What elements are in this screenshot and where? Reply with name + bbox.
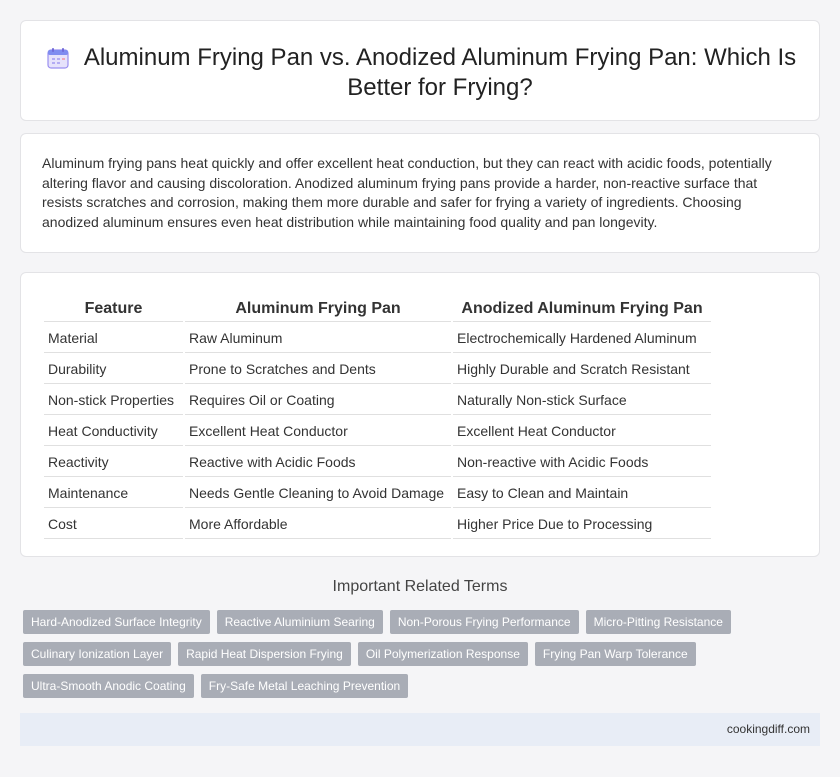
table-cell: Non-reactive with Acidic Foods (453, 448, 711, 477)
table-cell: Raw Aluminum (185, 324, 451, 353)
table-cell: Maintenance (44, 479, 183, 508)
table-cell: Easy to Clean and Maintain (453, 479, 711, 508)
column-header: Feature (44, 297, 183, 322)
table-cell: More Affordable (185, 510, 451, 539)
table-cell: Prone to Scratches and Dents (185, 355, 451, 384)
table-header-row (44, 297, 711, 322)
related-term-tag[interactable]: Non-Porous Frying Performance (390, 610, 579, 634)
related-term-tag[interactable]: Rapid Heat Dispersion Frying (178, 642, 351, 666)
table-cell: Excellent Heat Conductor (185, 417, 451, 446)
table-cell: Material (44, 324, 183, 353)
table-cell: Durability (44, 355, 183, 384)
related-terms-heading: Important Related Terms (332, 578, 508, 595)
table-row (44, 479, 711, 508)
table-row (44, 448, 711, 477)
table-row (44, 355, 711, 384)
table-row (44, 324, 711, 353)
intro-paragraph: Aluminum frying pans heat quickly and offer excellent heat conduction, but they can react with acidic foods, potentially altering flavor and causing discoloration. Anodized aluminum frying pans provide a harder, non-reactive surface that resists scratches and corrosion, making them more durable and safer for frying a variety of ingredients. Choosing anodized aluminum ensures even heat distribution while maintaining food quality and pan longevity. (42, 155, 772, 230)
footer-site-link[interactable]: cookingdiff.com (726, 722, 810, 736)
related-term-tag[interactable]: Micro-Pitting Resistance (586, 610, 731, 634)
comparison-card (20, 272, 820, 557)
comparison-table (42, 295, 713, 541)
table-cell: Reactivity (44, 448, 183, 477)
table-row (44, 510, 711, 539)
related-term-tag[interactable]: Oil Polymerization Response (358, 642, 528, 666)
related-term-tag[interactable]: Culinary Ionization Layer (23, 642, 171, 666)
table-cell: Highly Durable and Scratch Resistant (453, 355, 711, 384)
table-cell: Higher Price Due to Processing (453, 510, 711, 539)
related-term-tag[interactable]: Hard-Anodized Surface Integrity (23, 610, 210, 634)
table-cell: Electrochemically Hardened Aluminum (453, 324, 711, 353)
table-cell: Naturally Non-stick Surface (453, 386, 711, 415)
table-cell: Excellent Heat Conductor (453, 417, 711, 446)
footer (20, 713, 820, 746)
table-row (44, 386, 711, 415)
table-cell: Needs Gentle Cleaning to Avoid Damage (185, 479, 451, 508)
related-term-tag[interactable]: Reactive Aluminium Searing (217, 610, 383, 634)
related-terms-list (23, 610, 743, 698)
column-header: Anodized Aluminum Frying Pan (453, 297, 711, 322)
table-cell: Heat Conductivity (44, 417, 183, 446)
table-cell: Requires Oil or Coating (185, 386, 451, 415)
related-term-tag[interactable]: Fry-Safe Metal Leaching Prevention (201, 674, 408, 698)
title-card (20, 20, 820, 121)
page-title: Aluminum Frying Pan vs. Anodized Aluminum Frying Pan: Which Is Better for Frying? (83, 44, 797, 101)
table-cell: Non-stick Properties (44, 386, 183, 415)
table-cell: Cost (44, 510, 183, 539)
intro-card (20, 133, 820, 253)
column-header: Aluminum Frying Pan (185, 297, 451, 322)
table-row (44, 417, 711, 446)
related-term-tag[interactable]: Frying Pan Warp Tolerance (535, 642, 696, 666)
related-term-tag[interactable]: Ultra-Smooth Anodic Coating (23, 674, 194, 698)
table-cell: Reactive with Acidic Foods (185, 448, 451, 477)
